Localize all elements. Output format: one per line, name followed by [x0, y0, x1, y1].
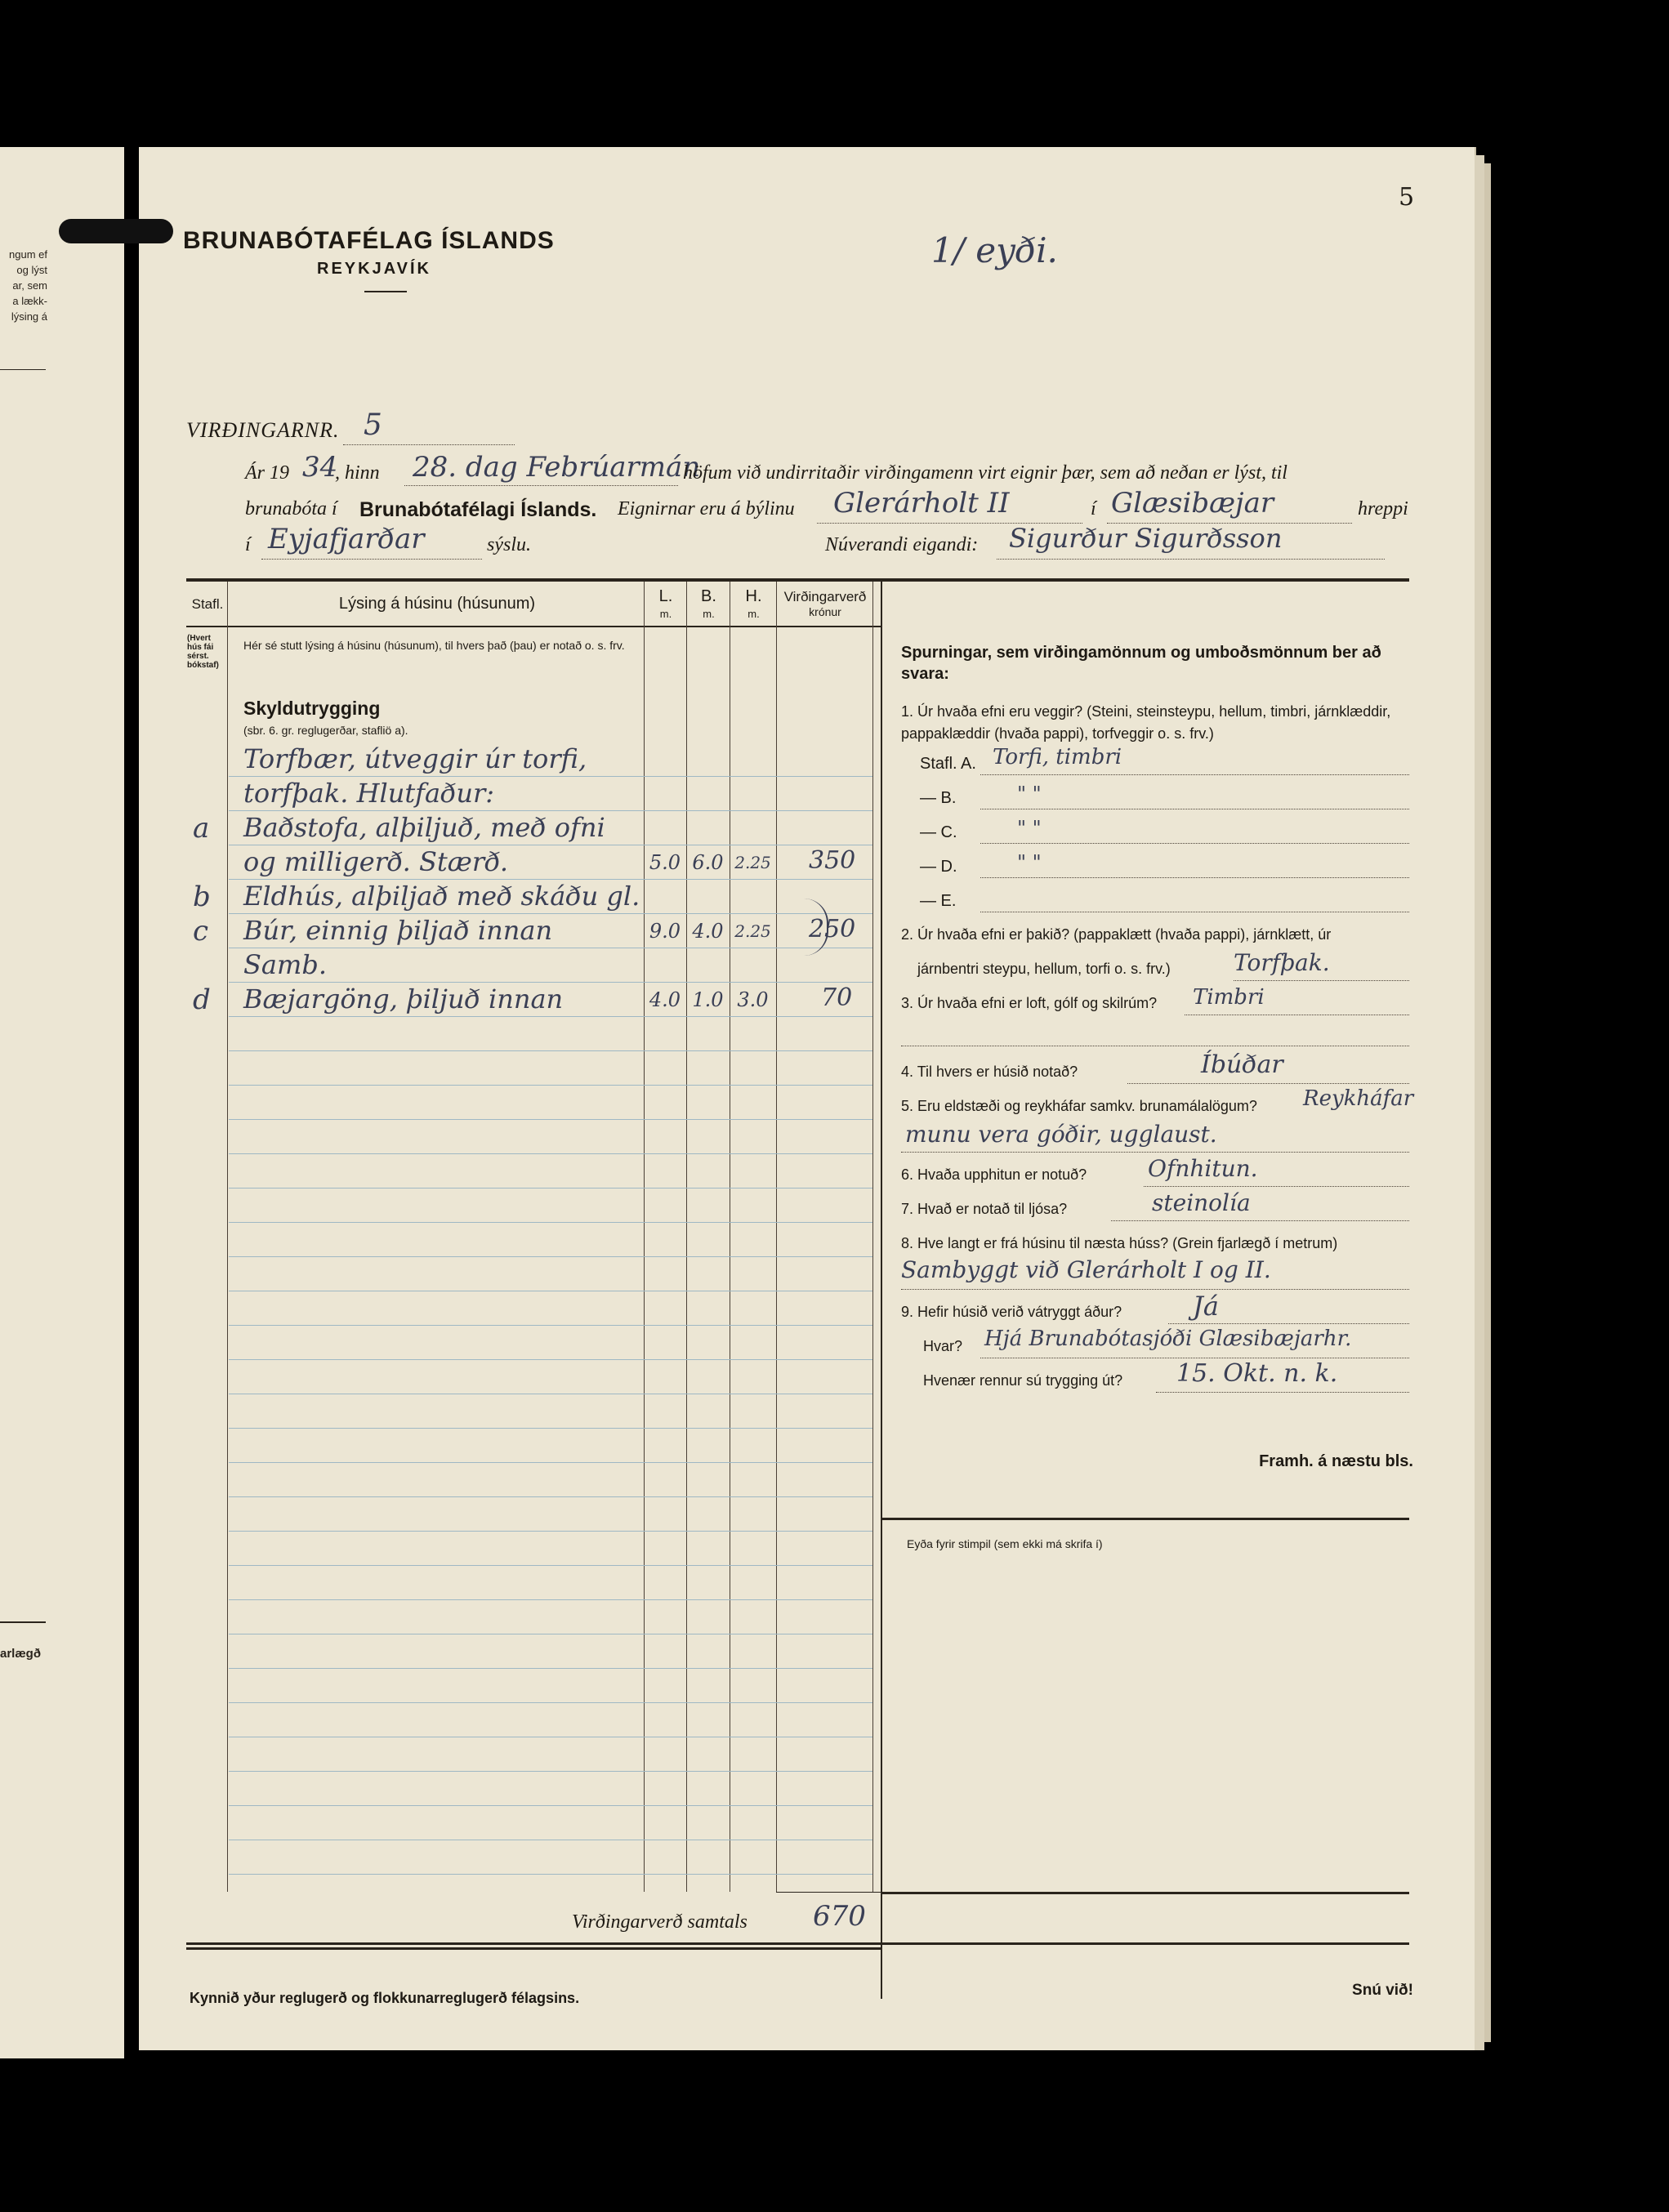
q2-text: 2. Úr hvaða efni er þakið? (pappaklætt (hvaða pappi), járnklætt, úr: [901, 926, 1332, 943]
col-value: Virðingarverð krónur: [783, 589, 867, 618]
q2-line: [1234, 980, 1409, 981]
total-label: Virðingarverð samtals: [572, 1911, 747, 1933]
row-text: og milligerð. Stærð.: [243, 846, 508, 877]
q1-line: [980, 877, 1409, 878]
org-name: BRUNABÓTAFÉLAG ÍSLANDS: [183, 227, 555, 254]
row-h: 2.25: [734, 853, 771, 872]
q1-label-e: — E.: [920, 892, 957, 910]
q6-text: 6. Hvaða upphitun er notuð?: [901, 1166, 1087, 1183]
row-text: Baðstofa, alþiljuð, með ofni: [243, 812, 605, 843]
total-value: 670: [813, 1900, 866, 1933]
row-text: Torfbær, útveggir úr torfi,: [243, 743, 587, 774]
previous-page-text: ngum ef og lýst ar, sem a lækk- lýsing á: [9, 248, 47, 323]
row-l: 9.0: [649, 920, 681, 943]
ruled-line: [229, 1668, 872, 1669]
q4-line: [1127, 1083, 1409, 1084]
ruled-line: [229, 1359, 872, 1360]
q1-answer-a: Torfi, timbri: [993, 745, 1122, 769]
ruled-line: [229, 1565, 872, 1566]
i2-label: í: [245, 534, 251, 555]
prev-bottom-text: arlægð: [0, 1647, 42, 1661]
q2-text-b: járnbentri steypu, hellum, torfi o. s. frv.): [917, 961, 1171, 977]
row-stafl: c: [193, 915, 209, 948]
valuation-no: 5: [364, 408, 382, 442]
q8-text: 8. Hve langt er frá húsinu til næsta húss? (Grein fjarlægð í metrum): [901, 1235, 1338, 1251]
row-text: Eldhús, alþiljað með skáðu gl.: [243, 881, 640, 912]
owner-line: [997, 559, 1385, 560]
q3-text: 3. Úr hvaða efni er loft, gólf og skilrúm?: [901, 995, 1158, 1011]
stafl-note: (Hvert hús fái sérst. bókstaf): [187, 634, 219, 670]
previous-page: [0, 147, 124, 2058]
row-text: Búr, einnig þiljað innan: [243, 915, 553, 946]
q5-line: [901, 1152, 1409, 1153]
q1-label-b: — B.: [920, 789, 957, 807]
sentence-2b: Eignirnar eru á býlinu: [618, 498, 795, 520]
stamp-bottom-rule: [882, 1892, 1409, 1894]
q8-answer: Sambyggt við Glerárholt I og II.: [901, 1256, 1271, 1283]
q7-text: 7. Hvað er notað til ljósa?: [901, 1201, 1068, 1217]
ruled-line: [229, 1771, 872, 1772]
row-value: 70: [821, 983, 853, 1012]
table-top-rule: [186, 578, 1409, 582]
ruled-line: [229, 1256, 872, 1257]
q9-when-label: Hvenær rennur sú trygging út?: [923, 1372, 1123, 1389]
ruled-line: [229, 1085, 872, 1086]
ruled-line: [229, 1153, 872, 1154]
row-text: torfþak. Hlutfaður:: [243, 778, 495, 809]
ruled-line: [229, 776, 872, 777]
total-top-line: [776, 1892, 881, 1893]
row-l: 4.0: [649, 988, 681, 1011]
year-prefix: Ár 19: [245, 462, 289, 484]
table-bottom-rule: [186, 1947, 881, 1950]
ruled-line: [229, 1188, 872, 1189]
q4-text: 4. Til hvers er húsið notað?: [901, 1064, 1078, 1080]
footer-left: Kynnið yður reglugerð og flokkunarreglugerð félagsins.: [190, 1990, 580, 2006]
bracket-mark: [778, 899, 828, 956]
ruled-line: [229, 982, 872, 983]
row-value: 250: [809, 915, 856, 943]
q4-answer: Íbúðar: [1201, 1050, 1283, 1079]
ruled-line: [229, 1222, 872, 1223]
q1-label-d: — D.: [920, 858, 957, 876]
footer-right: Snú við!: [1352, 1982, 1413, 1999]
row-stafl: d: [193, 983, 211, 1016]
ruled-line: [229, 913, 872, 914]
farm-value: Glerárholt II: [833, 487, 1010, 520]
ruled-line: [229, 1599, 872, 1600]
owner-label: Núverandi eigandi:: [825, 534, 979, 555]
syslu-label: sýslu.: [487, 534, 531, 555]
row-stafl: b: [193, 881, 211, 913]
top-note: 1/ eyði.: [931, 230, 1058, 270]
owner-value: Sigurður Sigurðsson: [1009, 523, 1283, 554]
row-stafl: a: [193, 812, 210, 845]
q9-answer: Já: [1193, 1291, 1219, 1322]
company-name: Brunabótafélagi Íslands.: [359, 498, 597, 521]
hinn-label: , hinn: [335, 462, 380, 484]
year-suffix: 34: [302, 451, 338, 484]
ruled-line: [229, 1428, 872, 1429]
q1-line: [980, 843, 1409, 844]
value-col-border: [872, 582, 873, 1892]
org-city: REYKJAVÍK: [317, 260, 431, 278]
q7-answer: steinolía: [1152, 1189, 1251, 1216]
ruled-line: [229, 1496, 872, 1497]
q9-when-line: [1156, 1392, 1409, 1393]
county-value: Eyjafjarðar: [268, 523, 425, 555]
sentence-1: höfum við undirritaðir virðingamenn virt eignir þær, sem að neðan er lýst, til: [683, 462, 1287, 484]
ruled-line: [229, 1531, 872, 1532]
q9-where-answer: Hjá Brunabótasjóði Glæsibæjarhr.: [984, 1327, 1352, 1351]
q1-answer-c: " ": [1017, 817, 1042, 840]
row-h: 2.25: [734, 921, 771, 941]
page-edge-2: [1484, 163, 1491, 2042]
binding-hole: [59, 219, 173, 243]
skyld-sub: (sbr. 6. gr. reglugerðar, stafliö a).: [243, 724, 408, 737]
col-b: B. m.: [701, 587, 716, 620]
ruled-line: [229, 1874, 872, 1875]
org-underline: [364, 291, 407, 292]
h-col-border: [776, 582, 777, 1892]
row-b: 6.0: [692, 851, 724, 874]
row-value: 350: [809, 846, 856, 875]
page-number: 5: [1399, 183, 1415, 212]
prev-rule: [0, 369, 46, 370]
q6-answer: Ofnhitun.: [1148, 1155, 1258, 1182]
valuation-no-label: VIRÐINGARNR.: [186, 418, 340, 442]
ruled-line: [229, 1325, 872, 1326]
col-h: H. m.: [745, 587, 762, 620]
page-edge: [1475, 155, 1484, 2050]
col-l: L. m.: [658, 587, 673, 620]
col-desc: Lýsing á húsinu (húsunum): [338, 595, 536, 613]
stafl-col-border: [227, 582, 228, 1892]
valuation-no-line: [343, 444, 515, 445]
ruled-line: [229, 1050, 872, 1051]
row-h: 3.0: [737, 988, 769, 1011]
ruled-line: [229, 1119, 872, 1120]
q1-text: 1. Úr hvaða efni eru veggir? (Steini, steinsteypu, hellum, timbri, járnklæddir, pappaklæddir (hvaða pappi), torfveggir o. s. frv.): [901, 703, 1391, 742]
desc-col-border: [644, 582, 645, 1892]
q5-answer-2: munu vera góðir, ugglaust.: [905, 1121, 1217, 1148]
q9-when-answer: 15. Okt. n. k.: [1176, 1359, 1338, 1388]
ruled-line: [229, 1016, 872, 1017]
q1-line: [980, 774, 1409, 775]
q9-text: 9. Hefir húsið verið vátryggt áður?: [901, 1304, 1122, 1320]
ruled-line: [229, 1805, 872, 1806]
form-bottom-rule: [186, 1942, 1409, 1945]
q6-line: [1144, 1186, 1409, 1187]
center-divider: [881, 582, 882, 1999]
q7-line: [1111, 1220, 1409, 1221]
row-text: Bæjargöng, þiljuð innan: [243, 983, 564, 1015]
q1-label-a: Stafl. A.: [920, 755, 976, 773]
q1-answer-b: " ": [1017, 783, 1042, 805]
row-l: 5.0: [649, 851, 681, 874]
continued-note: Framh. á næstu bls.: [1259, 1452, 1413, 1470]
row-b: 1.0: [692, 988, 724, 1011]
q9-where-label: Hvar?: [923, 1338, 963, 1354]
q1-label-c: — C.: [920, 823, 957, 841]
form-page: [139, 147, 1476, 2050]
parish-value: Glæsibæjar: [1111, 487, 1274, 520]
questions-title: Spurningar, sem virðingamönnum og umboðsmönnum ber að svara:: [901, 644, 1381, 683]
ruled-line: [229, 879, 872, 880]
q1-answer-d: " ": [1017, 851, 1042, 874]
ruled-line: [229, 1702, 872, 1703]
sentence-2a: brunabóta í: [245, 498, 337, 520]
q3-answer: Timbri: [1193, 985, 1265, 1010]
col-stafl: Stafl.: [191, 596, 224, 612]
prev-rule-2: [0, 1621, 46, 1623]
day-value: 28. dag Febrúarmán: [413, 451, 701, 484]
i-label: í: [1091, 498, 1096, 520]
q5-text: 5. Eru eldstæði og reykháfar samkv. brunamálalögum?: [901, 1098, 1257, 1114]
desc-note: Hér sé stutt lýsing á húsinu (húsunum), til hvers það (þau) er notað o. s. frv.: [243, 639, 625, 652]
row-b: 4.0: [692, 920, 724, 943]
skyld-title: Skyldutrygging: [243, 698, 381, 719]
stamp-top-rule: [882, 1518, 1409, 1520]
q9-line: [1168, 1323, 1409, 1324]
l-col-border: [686, 582, 687, 1892]
day-line: [404, 485, 678, 486]
county-line: [261, 559, 482, 560]
hreppi-label: hreppi: [1358, 498, 1408, 520]
ruled-line: [229, 1462, 872, 1463]
q5-answer: Reykháfar: [1303, 1086, 1414, 1111]
row-text: Samb.: [243, 949, 327, 980]
ruled-line: [229, 810, 872, 811]
q2-answer: Torfþak.: [1234, 949, 1330, 976]
q8-line: [901, 1289, 1409, 1290]
stamp-note: Eyða fyrir stimpil (sem ekki má skrifa í): [907, 1537, 1103, 1550]
